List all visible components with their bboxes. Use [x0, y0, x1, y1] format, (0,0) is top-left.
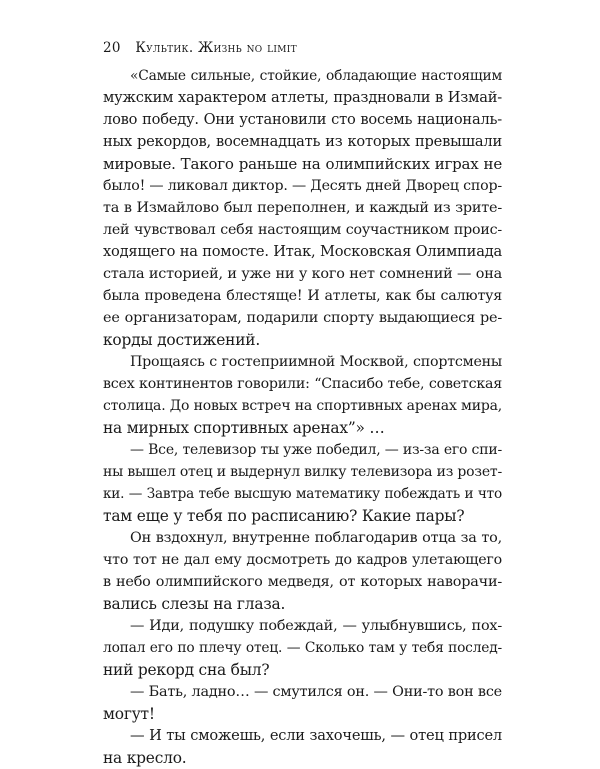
text-line: ных рекордов, восемнадцать из которых превышали — [103, 133, 502, 150]
text-line: Прощаясь с гостеприимной Москвой, спортсмены — [130, 354, 502, 370]
text-line: там еще у тебя по расписанию? Какие пары? — [103, 507, 465, 525]
text-line: на кресло. — [103, 749, 187, 767]
text-line: на мирных спортивных аренах”» … — [103, 419, 385, 437]
text-line: мужским характером атлеты, праздновали в Измай- — [103, 89, 502, 106]
text-line: вались слезы на глаза. — [103, 595, 286, 613]
text-line: лопал его по плечу отец. — Сколько там у тебя послед- — [103, 640, 502, 656]
text-line: ее организаторам, подарили спорту выдающиеся ре- — [103, 310, 502, 326]
text-line: стала историей, и уже ни у кого нет сомнений — она — [103, 266, 502, 282]
text-line: лово победу. Они установили сто восемь националь- — [103, 111, 502, 128]
text-line: — И ты сможешь, если захочешь, — отец присел — [130, 727, 502, 744]
text-line: могут! — [103, 705, 155, 723]
text-line: Он вздохнул, внутренне поблагодарив отца за то, — [130, 530, 502, 546]
text-line: в небо олимпийского медведя, от которых наворачи- — [103, 574, 502, 590]
text-line: — Иди, подушку побеждай, — улыбнувшись, пох- — [130, 618, 502, 634]
page-number: 20 — [103, 40, 121, 56]
text-line: ки. — Завтра тебе высшую математику побеждать и что — [103, 486, 502, 502]
text-line: столица. До новых встреч на спортивных аренах мира, — [103, 398, 502, 414]
text-line: ний рекорд сна был? — [103, 661, 270, 679]
text-line: ходящего на помосте. Итак, Московская Олимпиада — [103, 243, 502, 260]
text-line: была проведена блестяще! И атлеты, как бы салютуя — [103, 288, 502, 304]
text-line: «Самые сильные, стойкие, обладающие настоящим — [130, 68, 502, 84]
text-line: — Бать, ладно… — смутился он. — Они-то вон все — [130, 684, 502, 700]
text-line: было! — ликовал диктор. — Десять дней Дворец спор- — [103, 178, 502, 194]
text-line: — Все, телевизор ты уже победил, — из-за его спи- — [130, 442, 502, 458]
text-line: мировые. Такого раньше на олимпийских играх не — [103, 155, 502, 173]
book-title: Культик. Жизнь no limit — [135, 40, 297, 56]
running-header — [103, 40, 297, 56]
text-line: всех континентов говорили: “Спасибо тебе, советская — [103, 376, 502, 392]
text-line: корды достижений. — [103, 331, 261, 349]
text-line: та в Измайлово был переполнен, и каждый из зрите- — [103, 200, 502, 216]
text-line: что тот не дал ему досмотреть до кадров улетающего — [103, 552, 502, 568]
text-line: лей чувствовал себя настоящим соучастником проис- — [103, 222, 502, 238]
text-line: ны вышел отец и выдернул вилку телевизора из розет- — [103, 464, 502, 480]
